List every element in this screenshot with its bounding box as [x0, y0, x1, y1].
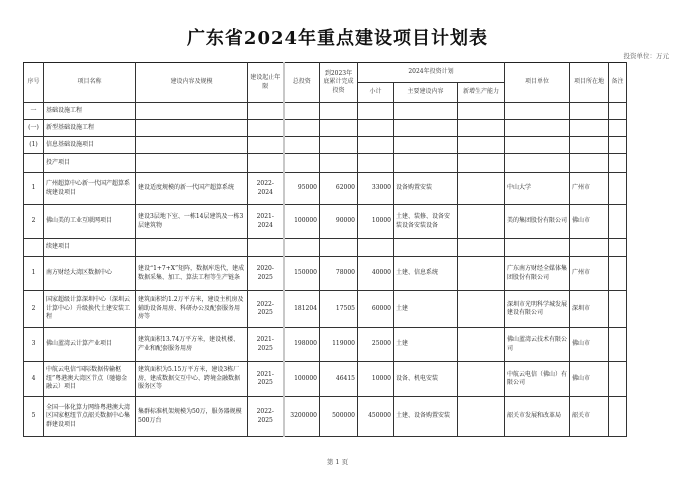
row-name: 南方财经大湾区数据中心 [44, 257, 136, 291]
row-content: 建设3层地下室、一栋14层建筑及一栋3层建筑物 [136, 205, 248, 239]
section-row [24, 137, 627, 154]
header-main-content: 主要建设内容 [394, 83, 458, 103]
row-total: 100000 [284, 362, 320, 397]
header-name: 项目名称 [44, 63, 136, 103]
row-main-content: 设备购置安装 [394, 173, 458, 205]
header-cumulative: 到2023年底累计完成投资 [320, 63, 358, 103]
row-unit: 美的集团股份有限公司 [505, 205, 570, 239]
row-remark [609, 205, 627, 239]
row-new-capacity [458, 397, 505, 437]
row-seq: 1 [24, 173, 44, 205]
row-unit: 佛山蓝湾云技术有限公司 [505, 328, 570, 362]
header-period: 建设起止年限 [248, 63, 284, 103]
row-new-capacity [458, 291, 505, 328]
header-remark: 备注 [609, 63, 627, 103]
row-new-capacity [458, 362, 505, 397]
header-new-capacity: 新增生产能力 [458, 83, 505, 103]
row-total: 95000 [284, 173, 320, 205]
section-row [24, 120, 627, 137]
row-cumulative: 46415 [320, 362, 358, 397]
row-remark [609, 328, 627, 362]
section-row [24, 103, 627, 120]
row-period: 2021-2025 [248, 328, 284, 362]
section-row [24, 154, 627, 173]
section-label: 新型基础设施工程 [44, 120, 136, 137]
row-period: 2022-2024 [248, 173, 284, 205]
table-row [24, 362, 627, 397]
row-total: 198000 [284, 328, 320, 362]
row-location: 佛山市 [570, 328, 609, 362]
row-location: 佛山市 [570, 362, 609, 397]
header-seq: 序号 [24, 63, 44, 103]
section-label: 信息基础设施项目 [44, 137, 136, 154]
row-content: 建设“1+7+X”矩阵，数据库迭代，建成数据采集、加工、算法工程等生产链条 [136, 257, 248, 291]
header-plan-group: 2024年投资计划 [358, 63, 505, 83]
table-row [24, 173, 627, 205]
row-name: 佛山蓝湾云计算产业项目 [44, 328, 136, 362]
row-main-content: 土建、装修、设备安装设备安装设备 [394, 205, 458, 239]
row-period: 2021-2025 [248, 362, 284, 397]
row-unit: 中山大学 [505, 173, 570, 205]
header-subtotal: 小计 [358, 83, 394, 103]
row-subtotal: 33000 [358, 173, 394, 205]
header-location: 项目所在地 [570, 63, 609, 103]
section-seq: (一) [24, 120, 44, 137]
row-total: 3200000 [284, 397, 320, 437]
row-seq: 3 [24, 328, 44, 362]
header-content: 建设内容及规模 [136, 63, 248, 103]
row-seq: 2 [24, 205, 44, 239]
row-name: 佛山美的工业互联网项目 [44, 205, 136, 239]
row-subtotal: 25000 [358, 328, 394, 362]
row-period: 2022-2025 [248, 397, 284, 437]
row-subtotal: 450000 [358, 397, 394, 437]
row-remark [609, 397, 627, 437]
row-subtotal: 10000 [358, 362, 394, 397]
row-new-capacity [458, 173, 505, 205]
header-unit: 项目单位 [505, 63, 570, 103]
row-cumulative: 119000 [320, 328, 358, 362]
row-period: 2022-2025 [248, 291, 284, 328]
section-label: 续建项目 [44, 239, 136, 257]
row-location: 佛山市 [570, 205, 609, 239]
table-row [24, 328, 627, 362]
row-content: 建筑面积为5.15万平方米，建设3栋厂房，建成数据交互中心、跨境金融数据服务区等 [136, 362, 248, 397]
document-title: 广东省2024年重点建设项目计划表 [186, 28, 489, 49]
row-unit: 深圳市光明科学城发展建设有限公司 [505, 291, 570, 328]
row-main-content: 土建、信息系统 [394, 257, 458, 291]
row-unit: 广东南方财经全媒体集团股份有限公司 [505, 257, 570, 291]
row-subtotal: 60000 [358, 291, 394, 328]
row-name: 广州超算中心新一代国产超算系统建设项目 [44, 173, 136, 205]
row-name: 全国一体化算力网络粤港澳大湾区国家枢纽节点韶关数据中心集群建设项目 [44, 397, 136, 437]
row-subtotal: 10000 [358, 205, 394, 239]
row-total: 100000 [284, 205, 320, 239]
row-remark [609, 257, 627, 291]
table-row [24, 257, 627, 291]
row-cumulative: 17505 [320, 291, 358, 328]
row-new-capacity [458, 205, 505, 239]
table-row [24, 397, 627, 437]
row-main-content: 土建、设备购置安装 [394, 397, 458, 437]
section-seq: 一 [24, 103, 44, 120]
section-seq: (1) [24, 137, 44, 154]
section-label: 投产项目 [44, 154, 136, 173]
table-row [24, 291, 627, 328]
row-seq: 5 [24, 397, 44, 437]
row-period: 2021-2024 [248, 205, 284, 239]
row-remark [609, 362, 627, 397]
project-plan-table [23, 62, 627, 437]
section-row [24, 239, 627, 257]
row-main-content: 土建 [394, 328, 458, 362]
row-remark [609, 173, 627, 205]
row-content: 集群标准机架规模为50万，服务器规模500万台 [136, 397, 248, 437]
row-cumulative: 78000 [320, 257, 358, 291]
row-name: 国家超级计算深圳中心（深圳云计算中心）升级换代土建安装工程 [44, 291, 136, 328]
row-total: 181204 [284, 291, 320, 328]
row-location: 广州市 [570, 173, 609, 205]
row-remark [609, 291, 627, 328]
row-total: 150000 [284, 257, 320, 291]
row-location: 韶关市 [570, 397, 609, 437]
row-unit: 韶关市发展和改革局 [505, 397, 570, 437]
row-content: 建筑面积约1.2万平方米，建设主机房及辅助设备用房、科研办公及配套服务用房等 [136, 291, 248, 328]
row-main-content: 设备、机电安装 [394, 362, 458, 397]
row-cumulative: 62000 [320, 173, 358, 205]
page-number: 第 1 页 [326, 458, 349, 466]
row-period: 2020-2025 [248, 257, 284, 291]
row-seq: 1 [24, 257, 44, 291]
row-content: 建筑面积13.74万平方米，建设机楼、产业和配套服务用房 [136, 328, 248, 362]
header-total: 总投资 [284, 63, 320, 103]
section-seq [24, 154, 44, 173]
row-location: 广州市 [570, 257, 609, 291]
row-content: 建设适度规模的新一代国产超算系统 [136, 173, 248, 205]
row-new-capacity [458, 257, 505, 291]
row-seq: 4 [24, 362, 44, 397]
row-main-content: 土建 [394, 291, 458, 328]
section-label: 基础设施工程 [44, 103, 136, 120]
row-cumulative: 500000 [320, 397, 358, 437]
row-name: 中航云电信“国际数据传输枢纽”粤港澳大湾区节点（驰德金融云）项目 [44, 362, 136, 397]
row-subtotal: 40000 [358, 257, 394, 291]
row-seq: 2 [24, 291, 44, 328]
row-location: 深圳市 [570, 291, 609, 328]
row-cumulative: 90000 [320, 205, 358, 239]
row-unit: 中航云电信（佛山）有限公司 [505, 362, 570, 397]
unit-note: 投资单位：万元 [623, 52, 669, 60]
table-row [24, 205, 627, 239]
row-new-capacity [458, 328, 505, 362]
